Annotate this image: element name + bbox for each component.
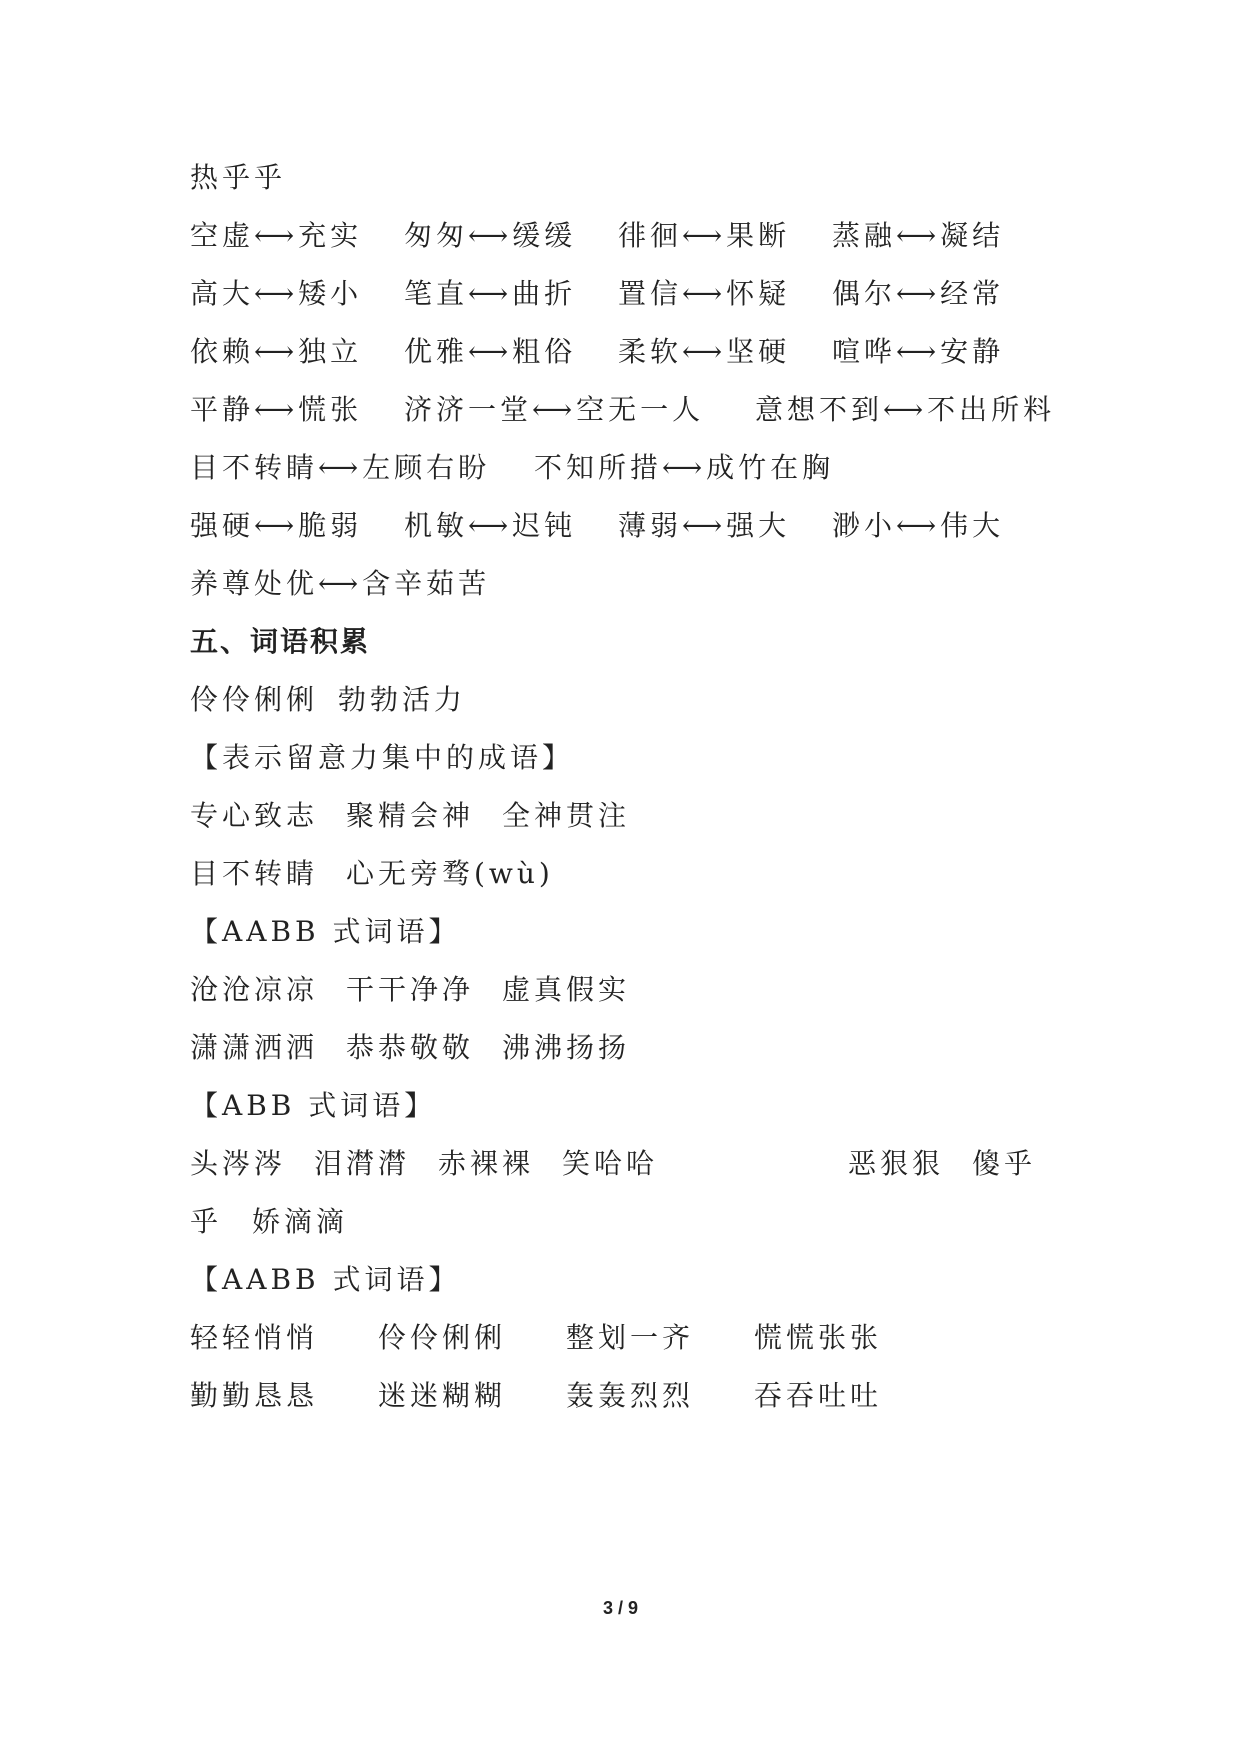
- antonym-pair: 渺小⟷伟大: [832, 509, 1005, 542]
- word: 迷迷糊糊: [378, 1379, 507, 1412]
- word: 恭恭敬敬: [346, 1031, 475, 1064]
- antonym-pair: 意想不到⟷不出所料: [755, 393, 1056, 426]
- antonym-pair: 笔直⟷曲折: [404, 277, 577, 310]
- antonym-pair: 徘徊⟷果断: [618, 219, 791, 252]
- category-title-text: 【ABB 式词语】: [190, 1089, 437, 1122]
- word: 目不转睛: [190, 857, 319, 890]
- page-number: 3 / 9: [602, 1598, 639, 1618]
- category-title-text: 【AABB 式词语】: [190, 1263, 461, 1296]
- word: 轰轰烈烈: [566, 1379, 695, 1412]
- antonym-pair: 平静⟷慌张: [190, 393, 363, 426]
- word: 伶伶俐俐: [190, 683, 319, 716]
- word: 专心致志: [190, 799, 319, 832]
- word: 笑哈哈: [562, 1147, 659, 1180]
- word: 勃勃活力: [338, 683, 467, 716]
- antonym-pair: 空虚⟷充实: [190, 219, 363, 252]
- word: 沧沧凉凉: [190, 973, 319, 1006]
- word: 沸沸扬扬: [502, 1031, 631, 1064]
- word: 轻轻悄悄: [190, 1321, 319, 1354]
- antonym-pair: 不知所措⟷成竹在胸: [534, 451, 835, 484]
- section-heading: 五、词语积累: [190, 625, 371, 658]
- word: 整划一齐: [566, 1321, 695, 1354]
- word: 干干净净: [346, 973, 475, 1006]
- word: 头涔涔: [190, 1147, 287, 1180]
- word: 乎: [190, 1205, 223, 1238]
- antonym-pair: 济济一堂⟷空无一人: [404, 393, 705, 426]
- word: 虚真假实: [502, 973, 631, 1006]
- word: 吞吞吐吐: [754, 1379, 883, 1412]
- antonym-pair: 喧哗⟷安静: [832, 335, 1005, 368]
- word: 潇潇洒洒: [190, 1031, 319, 1064]
- antonym-pair: 依赖⟷独立: [190, 335, 363, 368]
- word: 傻乎: [972, 1147, 1037, 1180]
- antonym-pair: 机敏⟷迟钝: [404, 509, 577, 542]
- word: 全神贯注: [502, 799, 631, 832]
- antonym-pair: 偶尔⟷经常: [832, 277, 1005, 310]
- antonym-pair: 优雅⟷粗俗: [404, 335, 577, 368]
- antonym-pair: 养尊处优⟷含辛茹苦: [190, 567, 491, 600]
- word: 恶狠狠: [848, 1147, 945, 1180]
- antonym-pair: 目不转睛⟷左顾右盼: [190, 451, 491, 484]
- word: 赤裸裸: [438, 1147, 535, 1180]
- antonym-pair: 蒸融⟷凝结: [832, 219, 1005, 252]
- category-title-text: 【AABB 式词语】: [190, 915, 461, 948]
- word: 伶伶俐俐: [378, 1321, 507, 1354]
- antonym-pair: 置信⟷怀疑: [618, 277, 791, 310]
- word: 心无旁骛(wù): [346, 857, 554, 890]
- word: 娇滴滴: [252, 1205, 349, 1238]
- antonym-pair: 高大⟷矮小: [190, 277, 363, 310]
- word: 慌慌张张: [754, 1321, 883, 1354]
- word: 泪潸潸: [314, 1147, 411, 1180]
- antonym-pair: 薄弱⟷强大: [618, 509, 791, 542]
- category-title-text: 【表示留意力集中的成语】: [190, 741, 575, 774]
- word: 勤勤恳恳: [190, 1379, 319, 1412]
- word: 聚精会神: [346, 799, 475, 832]
- antonym-pair: 强硬⟷脆弱: [190, 509, 363, 542]
- antonym-pair: 匆匆⟷缓缓: [404, 219, 577, 252]
- antonym-pair: 柔软⟷坚硬: [618, 335, 791, 368]
- word: 热乎乎: [190, 161, 287, 194]
